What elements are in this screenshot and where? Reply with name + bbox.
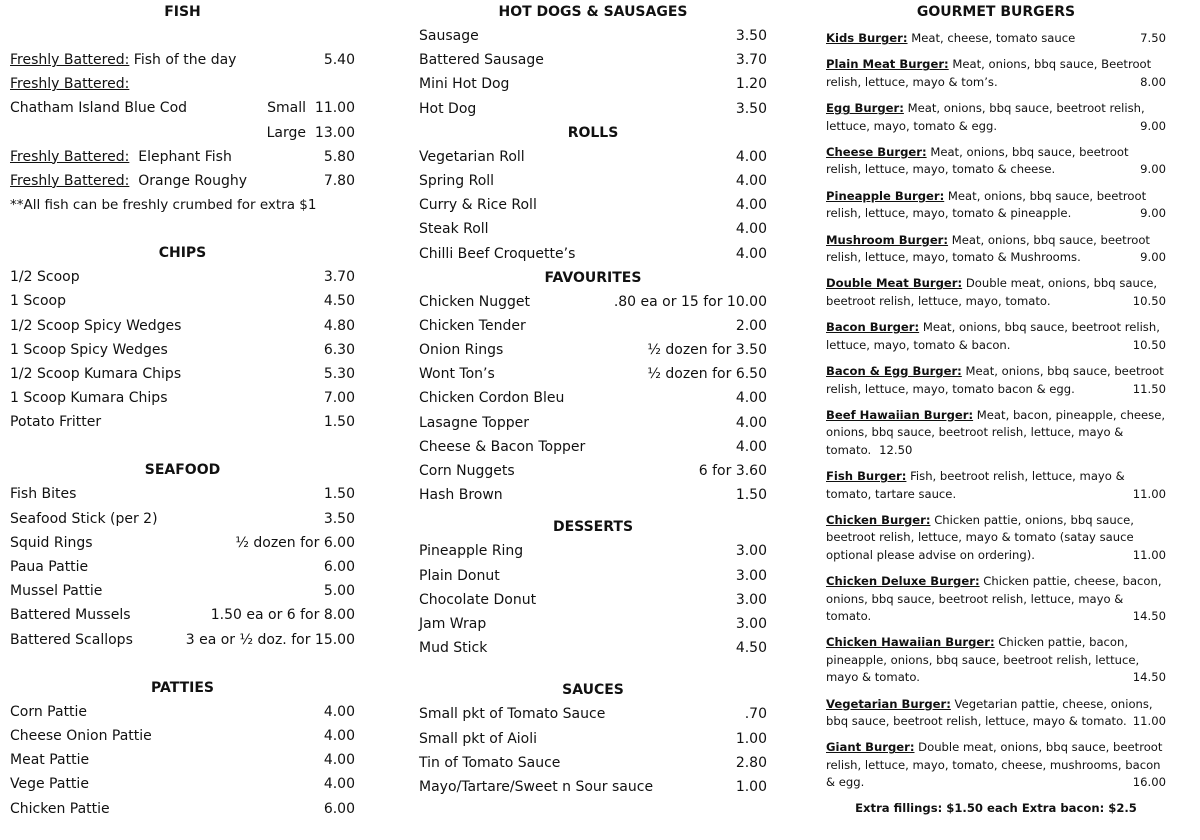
item-price: 4.00 [735, 221, 767, 238]
item-name: Small pkt of Aioli [419, 730, 538, 747]
burger-name: Egg Burger: [826, 101, 904, 116]
burger-price: 9.00 [1140, 118, 1166, 133]
menu-item [10, 628, 355, 652]
item-name: 1 Scoop [10, 293, 66, 310]
menu-item [10, 482, 355, 506]
item-name: Steak Roll [419, 221, 489, 238]
burger-item [826, 634, 1166, 686]
item-name: 1/2 Scoop [10, 269, 80, 286]
burger-item [826, 188, 1166, 223]
burger-price: 14.50 [1132, 608, 1166, 623]
item-name: Vege Pattie [10, 776, 89, 793]
item-price: 7.00 [323, 390, 355, 407]
burger-price: 11.00 [1132, 714, 1166, 728]
menu-item: Freshly Battered: [10, 76, 130, 93]
item-name: Onion Rings [419, 342, 504, 359]
menu-item [419, 386, 767, 410]
burger-price: 11.50 [1132, 381, 1166, 396]
burger-description: Chicken pattie, bacon, pineapple, onions, bbq sauce, beetroot relish, lettuce, mayo & tomato. [826, 635, 1140, 685]
item-name: Cheese Onion Pattie [10, 727, 152, 744]
item-name: 1/2 Scoop Kumara Chips [10, 365, 182, 382]
item-price: 3.00 [735, 543, 767, 560]
burger-description: Meat, onions, bbq sauce, beetroot relish, lettuce, mayo, tomato & pineapple. [826, 188, 1147, 221]
item-name: Lasagne Topper [419, 414, 529, 431]
menu-item [10, 314, 355, 338]
menu-item: Large 13.00 [266, 124, 355, 141]
fish-note: **All fish can be freshly crumbed for extra $1 [10, 197, 317, 214]
burger-description: Meat, onions, bbq sauce, beetroot relish, lettuce, mayo, tomato & Mushrooms. [826, 232, 1150, 265]
item-name: Battered Scallops [10, 631, 133, 648]
menu-item [10, 748, 355, 772]
menu-item [419, 169, 767, 193]
burger-name: Beef Hawaiian Burger: [826, 407, 974, 422]
menu-item [419, 459, 767, 483]
burger-item [826, 407, 1166, 459]
item-name: Meat Pattie [10, 752, 90, 769]
item-price: 3.50 [323, 510, 355, 527]
burger-item [826, 275, 1166, 310]
menu-item [419, 411, 767, 435]
burger-item [826, 319, 1166, 354]
item-name: Pineapple Ring [419, 543, 524, 560]
menu-item [419, 72, 767, 96]
menu-item [10, 265, 355, 289]
menu-item: Chatham Island Blue Cod Small 11.00 [10, 100, 355, 117]
burger-description: Meat, onions, bbq sauce, beetroot relish, lettuce, mayo, tomato bacon & egg. [826, 364, 1164, 396]
burger-price: 10.50 [1132, 293, 1166, 308]
item-name: Corn Pattie [10, 703, 88, 720]
menu-item [419, 314, 767, 338]
item-price: 1.50 [323, 486, 355, 503]
item-price: 2.80 [735, 754, 767, 771]
menu-item [10, 700, 355, 724]
item-name: Jam Wrap [419, 615, 487, 632]
item-name: 1/2 Scoop Spicy Wedges [10, 317, 182, 334]
item-name: Mud Stick [419, 640, 488, 657]
section-heading-chips: CHIPS [158, 245, 207, 262]
burger-description: Fish, beetroot relish, lettuce, mayo & tomato, tartare sauce. [826, 469, 1125, 501]
menu-item [419, 435, 767, 459]
burger-name: Giant Burger: [826, 740, 915, 755]
item-name: Battered Sausage [419, 52, 544, 69]
item-name: Spring Roll [419, 172, 495, 189]
item-price: 4.00 [323, 727, 355, 744]
item-price: 4.00 [735, 414, 767, 431]
burger-list [826, 30, 1166, 792]
item-name: Tin of Tomato Sauce [419, 754, 561, 771]
burger-item [826, 512, 1166, 564]
item-price: 1.20 [735, 76, 767, 93]
item-price: 5.00 [323, 583, 355, 600]
item-price: 4.00 [323, 776, 355, 793]
burger-price: 14.50 [1132, 670, 1166, 685]
item-price: 4.00 [735, 390, 767, 407]
item-price: ½ dozen for 3.50 [647, 342, 767, 359]
menu-item [419, 242, 767, 266]
item-price: 3 ea or ½ doz. for 15.00 [185, 631, 355, 648]
menu-item [419, 636, 767, 660]
menu-item: Freshly Battered: Orange Roughy 7.80 [10, 172, 355, 189]
item-price: 4.00 [735, 438, 767, 455]
burger-description: Meat, onions, bbq sauce, Beetroot relish, lettuce, mayo & tom’s. [826, 57, 1152, 89]
menu-item [419, 751, 767, 775]
section-heading-sauces: SAUCES [562, 682, 624, 699]
section-heading-seafood: SEAFOOD [144, 462, 221, 479]
burger-description: Meat, onions, bbq sauce, beetroot relish, lettuce, mayo, tomato & bacon. [826, 320, 1160, 352]
burger-name: Vegetarian Burger: [826, 696, 951, 711]
burger-description: Meat, onions, bbq sauce, beetroot relish, lettuce, mayo, tomato & cheese. [826, 145, 1129, 177]
item-price: 4.00 [735, 197, 767, 214]
item-name: Chocolate Donut [419, 591, 537, 608]
item-name: Chicken Pattie [10, 800, 110, 817]
menu-item [419, 727, 767, 751]
burger-name: Bacon & Egg Burger: [826, 364, 962, 379]
item-price: 6.00 [323, 559, 355, 575]
item-price: .70 [744, 706, 767, 723]
item-price: 3.70 [323, 269, 355, 286]
burger-price: 16.00 [1132, 775, 1166, 790]
item-name: Hash Brown [419, 487, 503, 504]
item-name: Seafood Stick (per 2) [10, 510, 158, 527]
burger-name: Mushroom Burger: [826, 232, 949, 247]
menu-column-left [10, 0, 355, 821]
burger-description: Chicken pattie, cheese, bacon, onions, bbq sauce, beetroot relish, lettuce, mayo & tomato. [826, 574, 1162, 623]
menu-item [10, 724, 355, 748]
menu-item [10, 531, 355, 555]
item-name: Sausage [419, 28, 479, 44]
item-name: Cheese & Bacon Topper [419, 438, 586, 455]
menu-item [419, 702, 767, 726]
burger-item [826, 573, 1166, 625]
item-price: 2.00 [735, 317, 767, 334]
burger-item [826, 100, 1166, 135]
burger-name: Chicken Burger: [826, 512, 931, 527]
menu-item [419, 217, 767, 241]
menu-column-middle [419, 0, 767, 799]
menu-item [419, 338, 767, 362]
burger-item [826, 739, 1166, 791]
section-heading-patties: PATTIES [151, 679, 214, 696]
item-price: 5.30 [323, 365, 355, 382]
menu-item [10, 386, 355, 410]
burger-name: Chicken Hawaiian Burger: [826, 635, 995, 650]
burger-description: Double meat, onions, bbq sauce, beetroot relish, lettuce, mayo, tomato, cheese, mushrooms, bacon & egg. [826, 740, 1163, 790]
menu-item [419, 24, 767, 48]
item-price: 4.00 [735, 148, 767, 165]
item-price: 3.00 [735, 567, 767, 584]
item-price: 4.50 [735, 640, 767, 657]
burger-name: Pineapple Burger: [826, 188, 945, 203]
item-price: 3.00 [735, 615, 767, 632]
burger-description: Double meat, onions, bbq sauce, beetroot relish, lettuce, mayo, tomato. [826, 276, 1158, 308]
burger-name: Kids Burger: [826, 31, 908, 45]
burger-item [826, 696, 1166, 731]
item-name: Mussel Pattie [10, 583, 103, 600]
menu-item [10, 555, 355, 579]
burger-name: Cheese Burger: [826, 145, 927, 160]
burger-price: 12.50 [879, 442, 913, 457]
menu-item [419, 588, 767, 612]
item-price: 1.50 ea or 6 for 8.00 [210, 607, 355, 624]
menu-item [10, 362, 355, 386]
burger-description: Meat, cheese, tomato sauce [911, 31, 1076, 45]
item-name: Small pkt of Tomato Sauce [419, 706, 606, 723]
menu-item [419, 145, 767, 169]
item-price: 6.30 [323, 341, 355, 358]
section-heading-hotdogs: HOT DOGS & SAUSAGES [498, 4, 688, 20]
menu-item [10, 338, 355, 362]
section-heading-favourites: FAVOURITES [544, 269, 642, 286]
item-price: 4.00 [323, 703, 355, 720]
burger-name: Bacon Burger: [826, 320, 920, 335]
item-price: 1.50 [735, 487, 767, 504]
item-name: Corn Nuggets [419, 463, 515, 479]
menu-item [10, 507, 355, 531]
burger-name: Plain Meat Burger: [826, 57, 949, 72]
item-name: Chicken Tender [419, 317, 526, 334]
item-price: 1.50 [323, 414, 355, 431]
menu-item [419, 362, 767, 386]
menu-item [419, 775, 767, 799]
item-price: 4.00 [735, 172, 767, 189]
menu-item [419, 97, 767, 121]
item-price: 3.70 [735, 52, 767, 69]
menu-item [10, 579, 355, 603]
menu-item [419, 48, 767, 72]
menu-item [419, 193, 767, 217]
section-heading-rolls: ROLLS [567, 124, 619, 141]
item-name: Chicken Nugget [419, 293, 531, 310]
menu-item [10, 603, 355, 627]
burger-description: Meat, bacon, pineapple, cheese, onions, bbq sauce, beetroot relish, lettuce, mayo & tomato. [826, 407, 1166, 457]
burger-price: 9.00 [1140, 162, 1166, 177]
menu-item [419, 539, 767, 563]
menu-item [10, 772, 355, 796]
burger-name: Double Meat Burger: [826, 276, 963, 291]
burger-price: 11.00 [1132, 486, 1166, 501]
extra-fillings-note: Extra fillings: $1.50 each Extra bacon: $2.5 [855, 800, 1137, 815]
menu-item [419, 612, 767, 636]
burger-item [826, 56, 1166, 91]
burger-item [826, 144, 1166, 179]
burger-item [826, 468, 1166, 503]
menu-item [419, 564, 767, 588]
burger-price: 11.00 [1132, 547, 1166, 562]
item-price: 3.50 [735, 28, 767, 44]
section-heading-fish: FISH [164, 4, 201, 20]
item-name: Fish Bites [10, 486, 77, 503]
burger-description: Vegetarian pattie, cheese, onions, bbq sauce, beetroot relish, lettuce, mayo & tomato. [826, 696, 1153, 728]
menu-item [419, 483, 767, 507]
menu-item [10, 797, 355, 821]
item-price: ½ dozen for 6.50 [647, 366, 767, 383]
item-name: Mayo/Tartare/Sweet n Sour sauce [419, 778, 654, 795]
item-name: Chicken Cordon Bleu [419, 390, 565, 407]
item-name: Hot Dog [419, 100, 477, 117]
item-price: 3.50 [735, 100, 767, 117]
item-name: Squid Rings [10, 534, 93, 551]
menu-column-right [826, 0, 1166, 815]
burger-description: Meat, onions, bbq sauce, beetroot relish, lettuce, mayo, tomato & egg. [826, 101, 1145, 133]
item-name: Battered Mussels [10, 607, 131, 624]
burger-price: 9.00 [1140, 250, 1166, 265]
item-price: 4.00 [323, 752, 355, 769]
item-price: 1.00 [735, 778, 767, 795]
item-price: 3.00 [735, 591, 767, 608]
menu-item: Freshly Battered: Elephant Fish 5.80 [10, 148, 355, 165]
burger-price: 8.00 [1140, 74, 1166, 89]
item-price: 1.00 [735, 730, 767, 747]
item-name: 1 Scoop Kumara Chips [10, 390, 168, 407]
section-heading-desserts: DESSERTS [552, 519, 634, 536]
burger-name: Fish Burger: [826, 469, 907, 484]
item-price: 4.50 [323, 293, 355, 310]
menu-item: Freshly Battered: Fish of the day 5.40 [10, 52, 355, 68]
item-name: Chilli Beef Croquette’s [419, 245, 576, 262]
item-name: Potato Fritter [10, 414, 102, 431]
item-name: Wont Ton’s [419, 366, 495, 383]
burger-price: 9.00 [1140, 206, 1166, 221]
burger-price: 10.50 [1132, 337, 1166, 352]
item-name: Vegetarian Roll [419, 148, 525, 165]
item-price: 6 for 3.60 [698, 463, 767, 479]
menu-item [419, 290, 767, 314]
item-price: .80 ea or 15 for 10.00 [613, 293, 767, 310]
item-name: Mini Hot Dog [419, 76, 510, 93]
item-name: 1 Scoop Spicy Wedges [10, 341, 168, 358]
item-name: Curry & Rice Roll [419, 197, 537, 214]
menu-item [10, 410, 355, 434]
item-price: 6.00 [323, 800, 355, 817]
burger-name: Chicken Deluxe Burger: [826, 574, 980, 589]
item-price: 4.80 [323, 317, 355, 334]
burger-item [826, 30, 1166, 47]
burger-item [826, 232, 1166, 267]
burger-description: Chicken pattie, onions, bbq sauce, beetroot relish, lettuce, mayo & tomato (satay sauce optional please advise on ordering). [826, 512, 1134, 562]
item-price: 4.00 [735, 245, 767, 262]
item-name: Paua Pattie [10, 559, 89, 575]
menu-item [10, 289, 355, 313]
burger-price: 7.50 [1140, 31, 1166, 45]
item-price: ½ dozen for 6.00 [235, 534, 355, 551]
item-name: Plain Donut [419, 567, 500, 584]
burger-item [826, 363, 1166, 398]
section-heading-burgers: GOURMET BURGERS [916, 4, 1076, 20]
